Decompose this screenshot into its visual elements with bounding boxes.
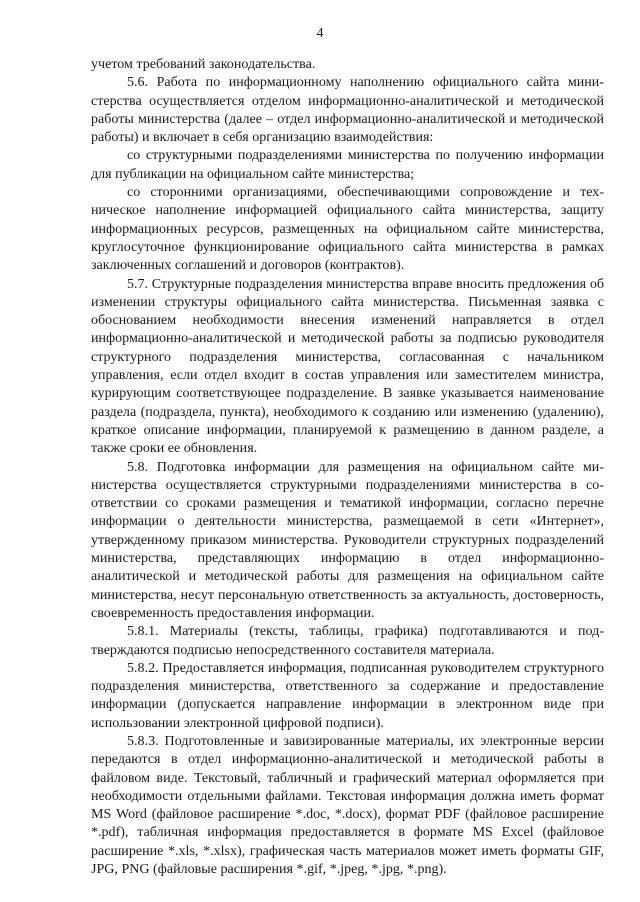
paragraph: учетом требований законодательства. xyxy=(91,56,316,72)
paragraph: со структурными подразделениями министерства по получению информации для публикации на официальном сайте министерства; xyxy=(91,147,604,182)
paragraph: 5.8.3. Подготовленные и завизированные материалы, их электронные версии передаются в отдел информационно-аналитической и методической работы в файловом виде. Текстовый, табличный и графический материал оформляется при необходимости отдельными файлами. Текстовая информация должна иметь формат MS Word (файловое расширение *.doc, *.docx), формат PDF (файловое расширение *.pdf), табличная информация предоставляется в формате MS Excel (файловое расширение *.xls, *.xlsx), графическая часть материалов может иметь форматы GIF, JPG, PNG (файловые расширения *.gif, *.jpeg, *.jpg, *.png). xyxy=(91,732,604,878)
paragraph: 5.7. Структурные подразделения министерства вправе вносить предложения об изменении структуры официального сайта министерства. Письменная заявка с обоснованием необходимости внесения изменений направляется в отдел информационно-аналитической и методической работы за подписью руководителя структурного подразделения министерства, согласованная с начальником управления, если отдел входит в состав управления или заместителем министра, курирующим соответствующее подразделение. В заявке указывается наименование раздела (подраздела, пункта), необходимого к созданию или изменению (удалению), краткое описание информации, планируемой к размещению в данном разделе, а также сроки ее обновления. xyxy=(91,275,604,457)
paragraph: со сторонними организациями, обеспечивающими сопровождение и техническое наполнение информацией официального сайта министерства, защиту информационных ресурсов, размещенных на официальном сайте министерства, круглосуточное функционирование официального сайта министерства в рамках заключенных соглашений и договоров (контрактов). xyxy=(91,184,604,274)
page-number: 4 xyxy=(316,26,324,41)
document-body xyxy=(91,55,604,878)
paragraph: 5.6. Работа по информационному наполнению официального сайта министерства осуществляется отделом информационно-аналитической и методической работы министерства (далее – отдел информационно-аналитической и методической работы) и включает в себя организацию взаимодействия: xyxy=(91,74,604,146)
paragraph: 5.8.1. Материалы (тексты, таблицы, графика) подготавливаются и подтверждаются подписью непосредственного составителя материала. xyxy=(91,623,604,658)
paragraph: 5.8. Подготовка информации для размещения на официальном сайте министерства осуществляется структурными подразделениями министерства в соответствии со сроками размещения и тематикой информации, согласно перечне информации о деятельности министерства, размещаемой в сети «Интернет», утвержденному приказом министерства. Руководители структурных подразделений министерства, представляющих информацию в отдел информационно-аналитической и методической работы для размещения на официальном сайте министерства, несут персональную ответственность за актуальность, достоверность, своевременность предоставления информации. xyxy=(91,458,604,621)
paragraph: 5.8.2. Предоставляется информация, подписанная руководителем структурного подразделения министерства, ответственного за содержание и предоставление информации (допускается направление информации в электронном виде при использовании электронной цифровой подписи). xyxy=(91,659,604,731)
